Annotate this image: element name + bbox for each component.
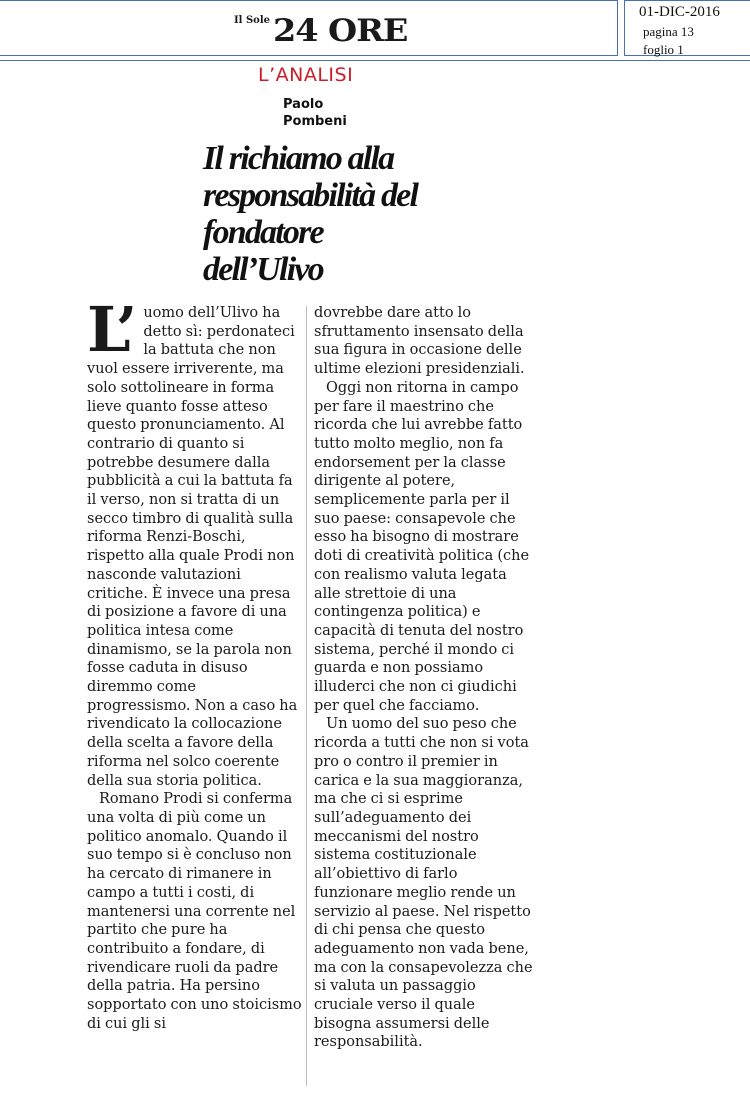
clipping-date: 01-DIC-2016 <box>639 4 720 20</box>
author-byline <box>283 96 347 130</box>
logo-small-text: Il Sole <box>234 15 271 26</box>
column-divider <box>306 306 307 1086</box>
clipping-meta-box <box>624 0 750 56</box>
author-last-name: Pombeni <box>283 114 347 129</box>
article-paragraph: Un uomo del suo peso che ricorda a tutti che non si vota pro o contro il premier in carica e la sua maggioranza, ma che ci si esprime sull’adeguamento dei meccanismi del nostro sistema costituzionale all’obiettivo di farlo funzionare meglio rende un servizio al paese. Nel rispetto di chi pensa che questo adeguamento non vada bene, ma con la consapevolezza che si valuta un passaggio cruciale verso il quale bisogna assumersi delle responsabilità. <box>314 716 533 1051</box>
clipping-sheet: foglio 1 <box>643 42 684 57</box>
logo-big-text: 24 ORE <box>273 13 408 49</box>
newspaper-logo <box>234 10 408 49</box>
article-paragraph: dovrebbe dare atto lo sfruttamento insensato della sua figura in occasione delle ultime elezioni presidenziali. <box>314 305 525 378</box>
masthead-frame <box>0 0 618 56</box>
drop-cap: L’ <box>87 293 138 366</box>
article-column-left <box>87 293 302 1033</box>
section-kicker: L’ANALISI <box>258 64 354 86</box>
article-paragraph: Romano Prodi si conferma una volta di più come un politico anomalo. Quando il suo tempo si è concluso non ha cercato di rimanere in campo a tutti i costi, di mantenersi una corrente nel partito che pure ha contribuito a fondare, di rivendicare ruoli da padre della patria. Ha persino sopportato con uno stoicismo di cui gli si <box>87 791 302 1032</box>
clipping-page: pagina 13 <box>643 24 694 39</box>
author-first-name: Paolo <box>283 97 324 112</box>
article-column-right <box>314 304 534 1052</box>
header-rule <box>0 60 750 61</box>
article-headline: Il richiamo alla responsabilità del fondatore dell’Ulivo <box>203 140 418 288</box>
article-paragraph <box>87 293 302 790</box>
article-paragraph: Oggi non ritorna in campo per fare il maestrino che ricorda che lui avrebbe fatto tutto molto meglio, non fa endorsement per la classe dirigente al potere, semplicemente parla per il suo paese: consapevole che esso ha bisogno di mostrare doti di creatività politica (che con realismo valuta legata alle strettoie di una contingenza politica) e capacità di tenuta del nostro sistema, perché il mondo ci guarda e non possiamo illuderci che non ci giudichi per quel che facciamo. <box>314 379 530 714</box>
paragraph-text: uomo dell’Ulivo ha detto sì: perdonateci la battuta che non vuol essere irriverente, ma solo sottolineare in forma lieve quanto fosse atteso questo pronunciamento. Al contrario di quanto si potrebbe desumere dalla pubblicità a cui la battuta fa il verso, non si tratta di un secco timbro di qualità sulla riforma Renzi-Boschi, rispetto alla quale Prodi non nasconde valutazioni critiche. È invece una presa di posizione a favore di una politica intesa come dinamismo, se la parola non fosse caduta in disuso diremmo come progressismo. Non a caso ha rivendicato la collocazione della scelta a favore della riforma nel solco coerente della sua storia politica. <box>87 305 298 789</box>
